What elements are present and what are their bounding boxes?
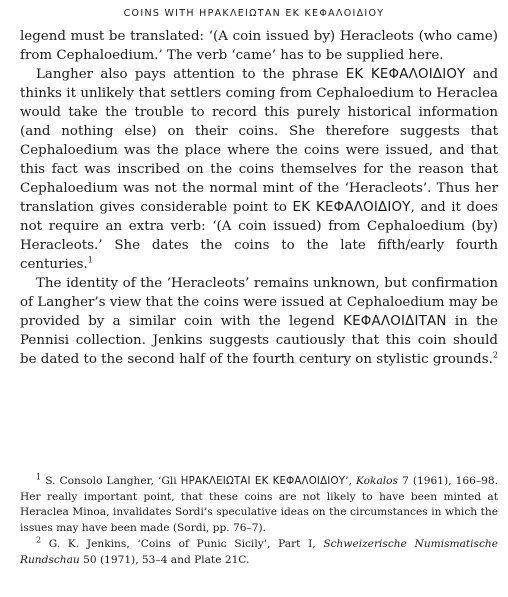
text-run: 50 (1971), 53–4 and Plate 21C.: [79, 553, 250, 566]
footnotes: [20, 474, 498, 568]
text-run: in the Pennisi collection. Jenkins suggests cautiously that this coin should be dated to the second half of the fourth century on stylistic grounds.: [20, 314, 498, 367]
greek-word: ΚΕΦΑΛΟΙΔΙΤΑΝ: [343, 314, 447, 329]
footnote-ref: 2: [492, 350, 498, 360]
running-head: COINS WITH ΗΡΑΚΛΕΙΩΤΑΝ ΕΚ ΚΕΦΑΛΟΙΔΙΟΥ: [123, 8, 385, 19]
footnote-2: [20, 537, 498, 568]
text-run: ’,: [345, 475, 357, 487]
footnote-1: [20, 474, 498, 537]
text-run: The identity of the ‘Heracleots’ remains unknown, but confirmation of Langher’s view that the coins were issued at Cephaloedium may be provided by a similar coin with the legend: [20, 276, 498, 329]
greek-title: ΗΡΑΚΛΕΙΩΤΑΙ ΕΚ ΚΕΦΑΛΟΙΔΙΟΥ: [180, 476, 346, 487]
footnote-number: 1: [36, 472, 42, 482]
text-run: G. K. Jenkins, ‘Coins of Punic Sicily’, Part I,: [41, 537, 324, 550]
text-run: , and it does not require an extra verb: ‘(A coin issued) from Cephaloedium (by) Heracleots.’ She dates the coins to the late fifth/early fourth centuries.: [20, 200, 498, 272]
greek-phrase: ΕΚ ΚΕΦΑΛΟΙΔΙΟΥ: [292, 200, 411, 215]
journal-title: Schweizerische Numismatische Rundschau: [20, 537, 498, 566]
text-run: 7 (1961), 166–98. Her really important point, that these coins are not likely to have been minted at Heraclea Minoa, invalidates Sordi’s speculative ideas on the circumstances in which the issues may have been made (Sordi, pp. 76–7).: [20, 475, 498, 535]
paragraph-1: legend must be translated: ‘(A coin issued by) Heracleots (who came) from Cephaloedium.’ The verb ‘came’ has to be supplied here.: [20, 29, 498, 63]
text-run: Langher also pays attention to the phrase: [36, 67, 346, 82]
text-run: S. Consolo Langher, ‘Gli: [41, 475, 181, 487]
text-run: and thinks it unlikely that settlers coming from Cephaloedium to Heraclea would take the trouble to record this purely historical information (and nothing else) on their coins. She therefore suggests that Cephaloedium was the place where the coins were issued, and that this fact was inscribed on the coins themselves for the reason that Cephaloedium was not the normal mint of the ‘Heracleots’. Thus her translation gives considerable point to: [20, 67, 499, 215]
footnote-number: 2: [36, 535, 42, 545]
paragraph-3: [20, 274, 498, 369]
footnote-ref: 1: [87, 255, 93, 265]
journal-title: Kokalos: [356, 475, 398, 487]
body-text: [20, 27, 498, 369]
greek-phrase: ΕΚ ΚΕΦΑΛΟΙΔΙΟΥ: [345, 67, 466, 82]
paragraph-2: [20, 65, 498, 274]
